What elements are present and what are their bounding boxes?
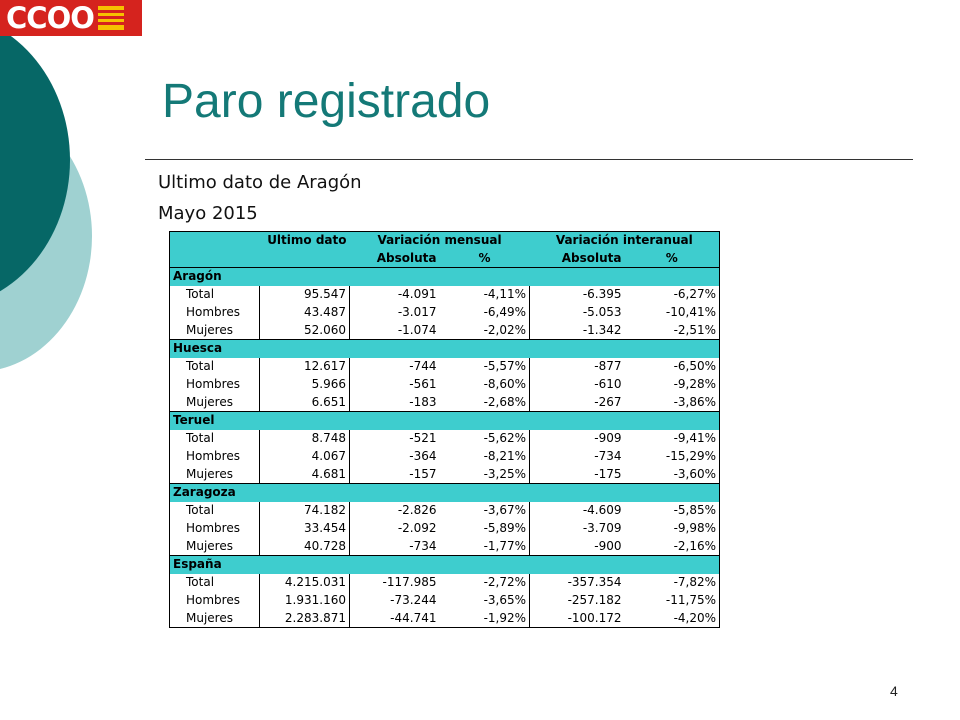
row-label: Mujeres [170,394,260,412]
cell-ultimo: 52.060 [260,322,350,340]
table-row [170,358,720,376]
row-label: Hombres [170,448,260,466]
cell-interanual-pct: -10,41% [625,304,720,322]
cell-ultimo: 95.547 [260,286,350,304]
cell-ultimo: 43.487 [260,304,350,322]
table-row [170,304,720,322]
header-absoluta-interanual: Absoluta [530,250,625,268]
cell-interanual-absoluta: -1.342 [530,322,625,340]
cell-mensual-absoluta: -561 [350,376,440,394]
row-label: Total [170,286,260,304]
section-row [170,412,720,430]
table-row [170,286,720,304]
header-blank [170,232,260,250]
row-label: Hombres [170,376,260,394]
cell-interanual-absoluta: -877 [530,358,625,376]
row-label: Mujeres [170,322,260,340]
table-row [170,538,720,556]
header-absoluta-mensual: Absoluta [350,250,440,268]
cell-mensual-absoluta: -1.074 [350,322,440,340]
table-header-row-2 [170,250,720,268]
cell-interanual-pct: -6,27% [625,286,720,304]
section-row [170,484,720,502]
section-row [170,556,720,574]
cell-ultimo: 5.966 [260,376,350,394]
cell-mensual-pct: -5,89% [440,520,530,538]
cell-mensual-absoluta: -744 [350,358,440,376]
cell-mensual-pct: -3,67% [440,502,530,520]
header-pct-interanual: % [625,250,720,268]
cell-mensual-pct: -2,68% [440,394,530,412]
cell-interanual-absoluta: -175 [530,466,625,484]
cell-mensual-pct: -2,72% [440,574,530,592]
cell-ultimo: 6.651 [260,394,350,412]
subtitle-region: Ultimo dato de Aragón [158,172,362,193]
cell-mensual-absoluta: -3.017 [350,304,440,322]
cell-mensual-absoluta: -734 [350,538,440,556]
row-label: Total [170,430,260,448]
header-interanual: Variación interanual [530,232,720,250]
row-label: Total [170,574,260,592]
cell-ultimo: 4.681 [260,466,350,484]
table-row [170,448,720,466]
cell-mensual-absoluta: -521 [350,430,440,448]
table-body [170,268,720,628]
header-mensual: Variación mensual [350,232,530,250]
cell-interanual-absoluta: -257.182 [530,592,625,610]
cell-mensual-pct: -5,57% [440,358,530,376]
table-row [170,322,720,340]
section-name: España [170,556,720,574]
section-name: Aragón [170,268,720,286]
cell-interanual-pct: -2,51% [625,322,720,340]
logo-text: CCOO [6,0,94,35]
table-row [170,394,720,412]
table-row [170,610,720,628]
cell-ultimo: 2.283.871 [260,610,350,628]
cell-interanual-pct: -15,29% [625,448,720,466]
table-row [170,376,720,394]
cell-interanual-pct: -3,86% [625,394,720,412]
table-row [170,592,720,610]
cell-ultimo: 4.215.031 [260,574,350,592]
cell-mensual-absoluta: -73.244 [350,592,440,610]
cell-interanual-absoluta: -610 [530,376,625,394]
cell-mensual-pct: -8,21% [440,448,530,466]
section-name: Teruel [170,412,720,430]
cell-mensual-absoluta: -4.091 [350,286,440,304]
cell-ultimo: 40.728 [260,538,350,556]
cell-interanual-pct: -4,20% [625,610,720,628]
cell-mensual-absoluta: -117.985 [350,574,440,592]
cell-mensual-absoluta: -157 [350,466,440,484]
cell-mensual-pct: -8,60% [440,376,530,394]
table-row [170,520,720,538]
section-name: Huesca [170,340,720,358]
cell-interanual-absoluta: -909 [530,430,625,448]
cell-mensual-pct: -3,25% [440,466,530,484]
section-row [170,268,720,286]
cell-interanual-pct: -11,75% [625,592,720,610]
cell-mensual-absoluta: -2.826 [350,502,440,520]
cell-ultimo: 74.182 [260,502,350,520]
ccoo-logo [0,0,142,36]
cell-ultimo: 8.748 [260,430,350,448]
cell-interanual-pct: -9,41% [625,430,720,448]
subtitle-date: Mayo 2015 [158,203,258,224]
cell-interanual-pct: -3,60% [625,466,720,484]
header-blank [260,250,350,268]
page-number: 4 [890,683,898,699]
row-label: Hombres [170,520,260,538]
unemployment-table [169,231,720,628]
table-header-row-1 [170,232,720,250]
cell-interanual-absoluta: -900 [530,538,625,556]
cell-ultimo: 4.067 [260,448,350,466]
cell-mensual-pct: -1,92% [440,610,530,628]
row-label: Mujeres [170,538,260,556]
table-row [170,502,720,520]
header-blank [170,250,260,268]
cell-interanual-pct: -7,82% [625,574,720,592]
cell-mensual-absoluta: -44.741 [350,610,440,628]
header-pct-mensual: % [440,250,530,268]
cell-interanual-pct: -9,98% [625,520,720,538]
cell-interanual-absoluta: -3.709 [530,520,625,538]
row-label: Total [170,502,260,520]
cell-interanual-absoluta: -5.053 [530,304,625,322]
cell-mensual-pct: -3,65% [440,592,530,610]
row-label: Hombres [170,592,260,610]
cell-mensual-absoluta: -364 [350,448,440,466]
cell-ultimo: 33.454 [260,520,350,538]
cell-interanual-absoluta: -100.172 [530,610,625,628]
cell-mensual-pct: -2,02% [440,322,530,340]
cell-interanual-pct: -5,85% [625,502,720,520]
table-row [170,574,720,592]
cell-mensual-absoluta: -183 [350,394,440,412]
cell-interanual-absoluta: -6.395 [530,286,625,304]
cell-interanual-pct: -6,50% [625,358,720,376]
table-row [170,466,720,484]
row-label: Total [170,358,260,376]
table-row [170,430,720,448]
cell-mensual-absoluta: -2.092 [350,520,440,538]
section-name: Zaragoza [170,484,720,502]
cell-interanual-absoluta: -4.609 [530,502,625,520]
cell-interanual-pct: -9,28% [625,376,720,394]
section-row [170,340,720,358]
cell-interanual-pct: -2,16% [625,538,720,556]
cell-mensual-pct: -4,11% [440,286,530,304]
cell-ultimo: 1.931.160 [260,592,350,610]
cell-interanual-absoluta: -357.354 [530,574,625,592]
row-label: Mujeres [170,466,260,484]
cell-interanual-absoluta: -734 [530,448,625,466]
cell-mensual-pct: -1,77% [440,538,530,556]
cell-interanual-absoluta: -267 [530,394,625,412]
slide-title: Paro registrado [162,75,491,128]
aragon-flag-icon [98,6,124,30]
header-ultimo: Ultimo dato [260,232,350,250]
cell-mensual-pct: -6,49% [440,304,530,322]
row-label: Mujeres [170,610,260,628]
cell-ultimo: 12.617 [260,358,350,376]
row-label: Hombres [170,304,260,322]
title-divider [145,159,913,160]
cell-mensual-pct: -5,62% [440,430,530,448]
